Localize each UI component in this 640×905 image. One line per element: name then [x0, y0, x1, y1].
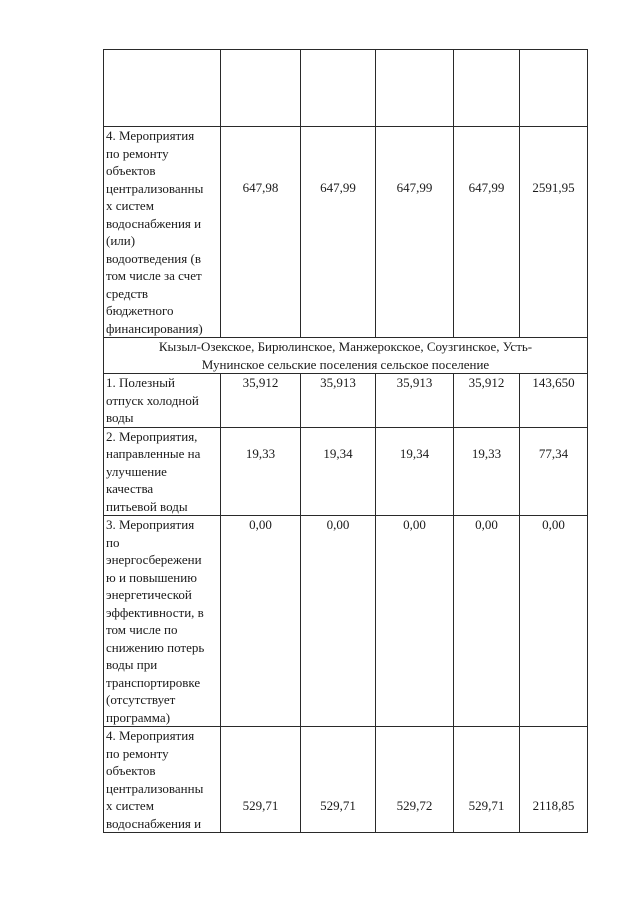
row-label-line: эффективности, в: [106, 604, 204, 620]
row-label-line: водоснабжения и: [106, 215, 202, 231]
row-label-line: том числе по: [106, 622, 178, 637]
table-cell-value: 19,33: [221, 427, 301, 516]
table-cell-value: 0,00: [376, 516, 454, 727]
row-label-line: энергетической: [106, 587, 192, 602]
table-cell-value: 19,33: [454, 427, 520, 516]
row-label-line: энергосбережени: [106, 552, 202, 567]
table-cell-value: 529,71: [221, 727, 301, 833]
row-label-line: направленные на: [106, 446, 201, 461]
row-label-line: (отсутствует: [106, 692, 176, 707]
row-label-line: (или): [106, 233, 136, 248]
row-label-line: водоотведения (в: [106, 250, 201, 266]
row-label-line: 2. Мероприятия,: [106, 428, 198, 444]
program-table-body: [104, 50, 588, 833]
table-cell-value: 0,00: [454, 516, 520, 727]
row-label-line: по ремонту: [106, 145, 169, 161]
row-label-line: питьевой воды: [106, 498, 188, 514]
table-cell-value: [520, 50, 588, 127]
table-cell-value: 19,34: [376, 427, 454, 516]
section-heading-line: Мунинское сельские поселения сельское поселение: [201, 356, 490, 372]
section-heading: [104, 338, 588, 374]
table-cell-value: 35,912: [454, 374, 520, 428]
table-cell-value: 647,99: [301, 127, 376, 338]
row-label-line: улучшение: [106, 463, 167, 479]
table-cell-total: 0,00: [520, 516, 588, 727]
row-label-line: средств: [106, 285, 149, 301]
row-label-line: транспортировке: [106, 674, 201, 690]
row-label-line: 3. Мероприятия: [106, 517, 195, 532]
row-label: [104, 127, 221, 338]
table-cell-value: 529,71: [301, 727, 376, 833]
row-label-line: 1. Полезный: [106, 375, 175, 390]
table-cell-value: 647,98: [221, 127, 301, 338]
row-label-line: объектов: [106, 163, 156, 178]
row-label-line: ю и повышению: [106, 569, 197, 585]
program-table: [103, 49, 588, 833]
table-cell-total: 2591,95: [520, 127, 588, 338]
row-label-line: снижению потерь: [106, 639, 205, 655]
table-section-row: [104, 338, 588, 374]
row-label: [104, 516, 221, 727]
row-label-line: по: [106, 534, 120, 550]
row-label-line: 4. Мероприятия: [106, 728, 195, 743]
row-label-line: х систем: [106, 198, 154, 213]
row-label-line: объектов: [106, 763, 156, 778]
table-row-empty: [104, 50, 588, 127]
row-label-line: отпуск холодной: [106, 392, 199, 408]
table-row: [104, 516, 588, 727]
row-label: [104, 727, 221, 833]
table-cell-total: 2118,85: [520, 727, 588, 833]
table-cell-value: 529,71: [454, 727, 520, 833]
row-label-line: финансирования): [106, 320, 203, 336]
table-cell-label: [104, 50, 221, 127]
table-cell-value: 647,99: [454, 127, 520, 338]
row-label: [104, 374, 221, 428]
row-label-line: качества: [106, 481, 154, 496]
row-label-line: воды: [106, 410, 134, 425]
table-cell-value: 647,99: [376, 127, 454, 338]
table-cell-total: 77,34: [520, 427, 588, 516]
row-label-line: бюджетного: [106, 303, 174, 318]
table-row: [104, 374, 588, 428]
row-label-line: водоснабжения и: [106, 815, 202, 831]
table-cell-value: [301, 50, 376, 127]
row-label-line: программа): [106, 709, 171, 725]
row-label-line: том числе за счет: [106, 268, 202, 283]
table-row: [104, 127, 588, 338]
table-cell-value: 35,912: [221, 374, 301, 428]
row-label-line: 4. Мероприятия: [106, 128, 195, 143]
row-label-line: централизованны: [106, 780, 204, 796]
row-label-line: воды при: [106, 657, 158, 672]
table-row: [104, 427, 588, 516]
row-label: [104, 427, 221, 516]
table-cell-value: 19,34: [301, 427, 376, 516]
table-cell-value: [221, 50, 301, 127]
table-cell-value: 35,913: [376, 374, 454, 428]
table-row: [104, 727, 588, 833]
table-cell-total: 143,650: [520, 374, 588, 428]
row-label-line: х систем: [106, 798, 154, 813]
table-cell-value: [376, 50, 454, 127]
row-label-line: централизованны: [106, 180, 204, 196]
row-label-line: по ремонту: [106, 745, 169, 761]
table-cell-value: 0,00: [221, 516, 301, 727]
table-cell-value: 529,72: [376, 727, 454, 833]
table-cell-value: 35,913: [301, 374, 376, 428]
section-heading-line: Кызыл-Озекское, Бирюлинское, Манжерокское, Соузгинское, Усть-: [158, 339, 533, 354]
table-cell-value: 0,00: [301, 516, 376, 727]
table-cell-value: [454, 50, 520, 127]
